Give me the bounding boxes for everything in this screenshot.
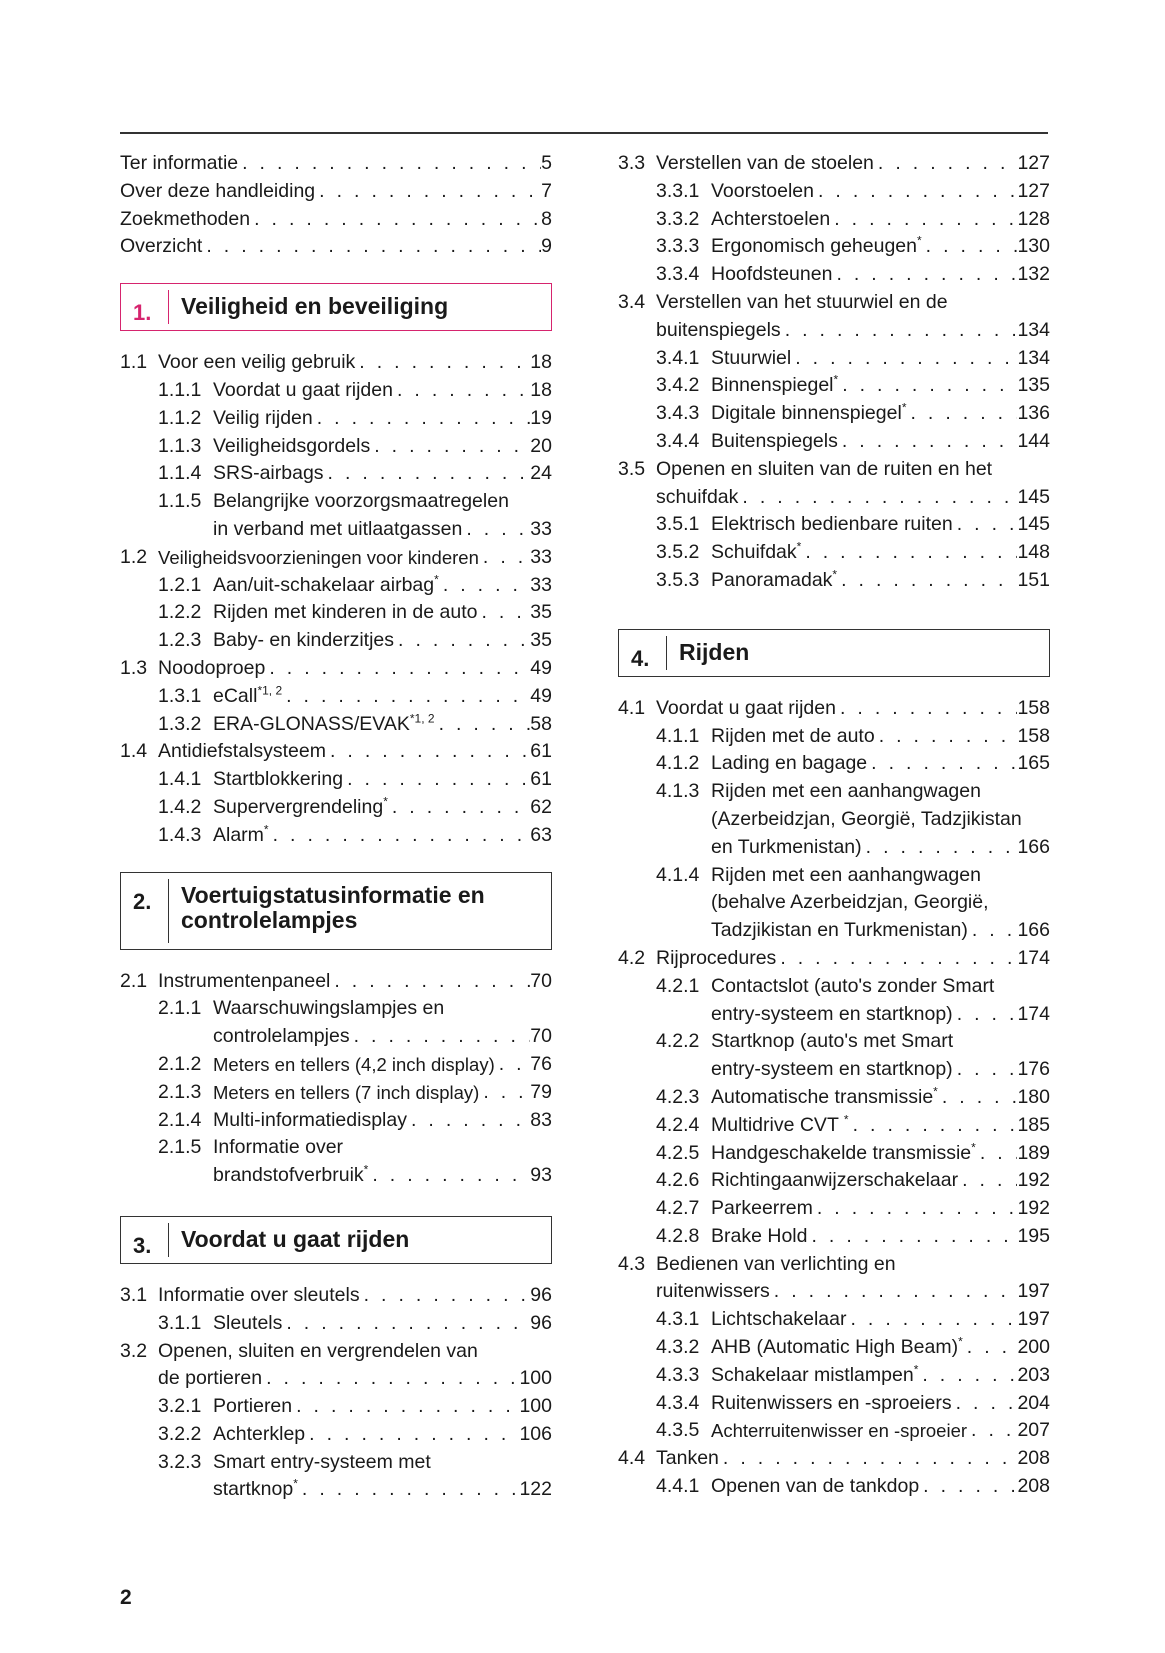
toc-entry[interactable]: 4.4.1 Openen van de tankdop . . . 208 <box>618 1473 1050 1501</box>
toc-entry[interactable]: 3.4.3 Digitale binnenspiegel* . . . 136 <box>618 400 1050 428</box>
toc-entry[interactable]: 4.3.5 Achterruitenwisser en -sproeier . . . 207 <box>618 1417 1050 1445</box>
toc-entry[interactable]: 4.2.7 Parkeerrem . . . 192 <box>618 1195 1050 1223</box>
toc-entry[interactable]: 4.1.1 Rijden met de auto . . . 158 <box>618 723 1050 751</box>
toc-entry[interactable]: 1.4 Antidiefstalsysteem . . . 61 <box>120 738 552 766</box>
toc-entry[interactable]: 3.3.1 Voorstoelen . . . 127 <box>618 178 1050 206</box>
toc-entry[interactable]: 4.2.4 Multidrive CVT * . . . 185 <box>618 1112 1050 1140</box>
toc-entry[interactable]: Overzicht . . . 9 <box>120 233 552 261</box>
toc-entry[interactable]: 3.3.2 Achterstoelen . . . 128 <box>618 206 1050 234</box>
toc-entry[interactable]: 4.3 Bedienen van verlichting en ruitenwissers . . . 197 <box>618 1251 1050 1307</box>
toc-entry[interactable]: 4.2 Rijprocedures . . . 174 <box>618 945 1050 973</box>
toc-entry[interactable]: 4.2.3 Automatische transmissie* . . . 180 <box>618 1084 1050 1112</box>
toc-entry[interactable]: 1.4.3 Alarm* . . . 63 <box>120 822 552 850</box>
page-number: 2 <box>120 1586 132 1609</box>
toc-entry[interactable]: 3.2 Openen, sluiten en vergrendelen van de portieren . . . 100 <box>120 1338 552 1394</box>
toc-entry[interactable]: 4.2.5 Handgeschakelde transmissie* . . . 189 <box>618 1140 1050 1168</box>
toc-entry[interactable]: 2.1.1 Waarschuwingslampjes en controlelampjes . . . 70 <box>120 995 552 1051</box>
toc-entry[interactable]: 4.4 Tanken . . . 208 <box>618 1445 1050 1473</box>
toc-entry[interactable]: 4.1.2 Lading en bagage . . . 165 <box>618 750 1050 778</box>
toc-entry[interactable]: Over deze handleiding . . . 7 <box>120 178 552 206</box>
toc-entry[interactable]: 1.2 Veiligheidsvoorzieningen voor kinderen . . . 33 <box>120 544 552 572</box>
toc-entry[interactable]: 1.3.1 eCall$^{*1, 2}$ . . . 49 <box>120 683 552 711</box>
toc-entry[interactable]: Zoekmethoden . . . 8 <box>120 206 552 234</box>
toc-entry[interactable]: 3.5 Openen en sluiten van de ruiten en het schuifdak . . . 145 <box>618 456 1050 512</box>
toc-entry[interactable]: 4.1 Voordat u gaat rijden . . . 158 <box>618 695 1050 723</box>
toc-entry[interactable]: 1.4.2 Supervergrendeling* . . . 62 <box>120 794 552 822</box>
toc-entry[interactable]: 3.3.3 Ergonomisch geheugen* . . . 130 <box>618 233 1050 261</box>
toc-entry[interactable]: 3.1.1 Sleutels . . . 96 <box>120 1310 552 1338</box>
toc-left-column <box>120 150 552 1504</box>
toc-entry[interactable]: 1.1.1 Voordat u gaat rijden . . . 18 <box>120 377 552 405</box>
section-heading-2[interactable]: 2. Voertuigstatusinformatie en controlelampjes <box>120 872 552 950</box>
toc-entry[interactable]: 1.2.2 Rijden met kinderen in de auto . . . 35 <box>120 599 552 627</box>
toc-entry[interactable]: 4.2.6 Richtingaanwijzerschakelaar . . . 192 <box>618 1167 1050 1195</box>
toc-entry[interactable]: 4.1.3 Rijden met een aanhangwagen (Azerbeidzjan, Georgië, Tadzjikistan en Turkmenistan) . . . 166 <box>618 778 1050 861</box>
toc-entry[interactable]: 4.3.2 AHB (Automatic High Beam)* . . . 200 <box>618 1334 1050 1362</box>
toc-entry[interactable]: 3.4 Verstellen van het stuurwiel en de buitenspiegels . . . 134 <box>618 289 1050 345</box>
toc-entry[interactable]: 3.5.2 Schuifdak* . . . 148 <box>618 539 1050 567</box>
toc-entry[interactable]: 1.2.3 Baby- en kinderzitjes . . . 35 <box>120 627 552 655</box>
toc-entry[interactable]: 1.1 Voor een veilig gebruik . . . 18 <box>120 349 552 377</box>
toc-entry[interactable]: 1.1.4 SRS-airbags . . . 24 <box>120 460 552 488</box>
toc-entry[interactable]: 1.1.5 Belangrijke voorzorgsmaatregelen in verband met uitlaatgassen . . . 33 <box>120 488 552 544</box>
toc-entry[interactable]: 2.1.4 Multi-informatiedisplay . . . 83 <box>120 1107 552 1135</box>
toc-entry[interactable]: 3.4.1 Stuurwiel . . . 134 <box>618 345 1050 373</box>
toc-entry[interactable]: 3.4.4 Buitenspiegels . . . 144 <box>618 428 1050 456</box>
toc-entry[interactable]: 3.3 Verstellen van de stoelen . . . 127 <box>618 150 1050 178</box>
toc-entry[interactable]: 4.2.8 Brake Hold . . . 195 <box>618 1223 1050 1251</box>
toc-entry[interactable]: 4.3.3 Schakelaar mistlampen* . . . 203 <box>618 1362 1050 1390</box>
toc-entry[interactable]: 3.3.4 Hoofdsteunen . . . 132 <box>618 261 1050 289</box>
toc-entry[interactable]: 1.2.1 Aan/uit-schakelaar airbag* . . . 33 <box>120 572 552 600</box>
toc-entry[interactable]: 3.5.3 Panoramadak* . . . 151 <box>618 567 1050 595</box>
toc-entry[interactable]: 3.1 Informatie over sleutels . . . 96 <box>120 1282 552 1310</box>
toc-entry[interactable]: 3.2.1 Portieren . . . 100 <box>120 1393 552 1421</box>
toc-entry[interactable]: Ter informatie . . . 5 <box>120 150 552 178</box>
toc-entry[interactable]: 3.2.2 Achterklep . . . 106 <box>120 1421 552 1449</box>
toc-entry[interactable]: 2.1.2 Meters en tellers (4,2 inch display) . . . 76 <box>120 1051 552 1079</box>
toc-entry[interactable]: 1.3 Noodoproep . . . 49 <box>120 655 552 683</box>
toc-entry[interactable]: 4.3.4 Ruitenwissers en -sproeiers . . . 204 <box>618 1390 1050 1418</box>
toc-entry[interactable]: 4.2.1 Contactslot (auto's zonder Smart entry-systeem en startknop) . . . 174 <box>618 973 1050 1029</box>
toc-right-column <box>618 150 1050 1501</box>
toc-entry[interactable]: 1.3.2 ERA-GLONASS/EVAK$^{*1, 2}$ . . . 58 <box>120 711 552 739</box>
toc-entry[interactable]: 2.1.5 Informatie over brandstofverbruik* . . . 93 <box>120 1134 552 1190</box>
toc-entry[interactable]: 2.1 Instrumentenpaneel . . . 70 <box>120 968 552 996</box>
top-rule <box>120 132 1048 134</box>
toc-entry[interactable]: 3.4.2 Binnenspiegel* . . . 135 <box>618 372 1050 400</box>
toc-entry[interactable]: 1.1.3 Veiligheidsgordels . . . 20 <box>120 433 552 461</box>
toc-entry[interactable]: 4.2.2 Startknop (auto's met Smart entry-systeem en startknop) . . . 176 <box>618 1028 1050 1084</box>
toc-entry[interactable]: 3.2.3 Smart entry-systeem met startknop* . . . 122 <box>120 1449 552 1505</box>
toc-entry[interactable]: 1.4.1 Startblokkering . . . 61 <box>120 766 552 794</box>
section-heading-1[interactable]: 1. Veiligheid en beveiliging <box>120 283 552 331</box>
toc-entry[interactable]: 1.1.2 Veilig rijden . . . 19 <box>120 405 552 433</box>
toc-entry[interactable]: 4.1.4 Rijden met een aanhangwagen (behalve Azerbeidzjan, Georgië, Tadzjikistan en Turkmenistan) . . . 166 <box>618 862 1050 945</box>
toc-entry[interactable]: 4.3.1 Lichtschakelaar . . . 197 <box>618 1306 1050 1334</box>
toc-entry[interactable]: 3.5.1 Elektrisch bedienbare ruiten . . . 145 <box>618 511 1050 539</box>
toc-entry[interactable]: 2.1.3 Meters en tellers (7 inch display) . . . 79 <box>120 1079 552 1107</box>
section-heading-4[interactable]: 4. Rijden <box>618 629 1050 677</box>
section-heading-3[interactable]: 3. Voordat u gaat rijden <box>120 1216 552 1264</box>
